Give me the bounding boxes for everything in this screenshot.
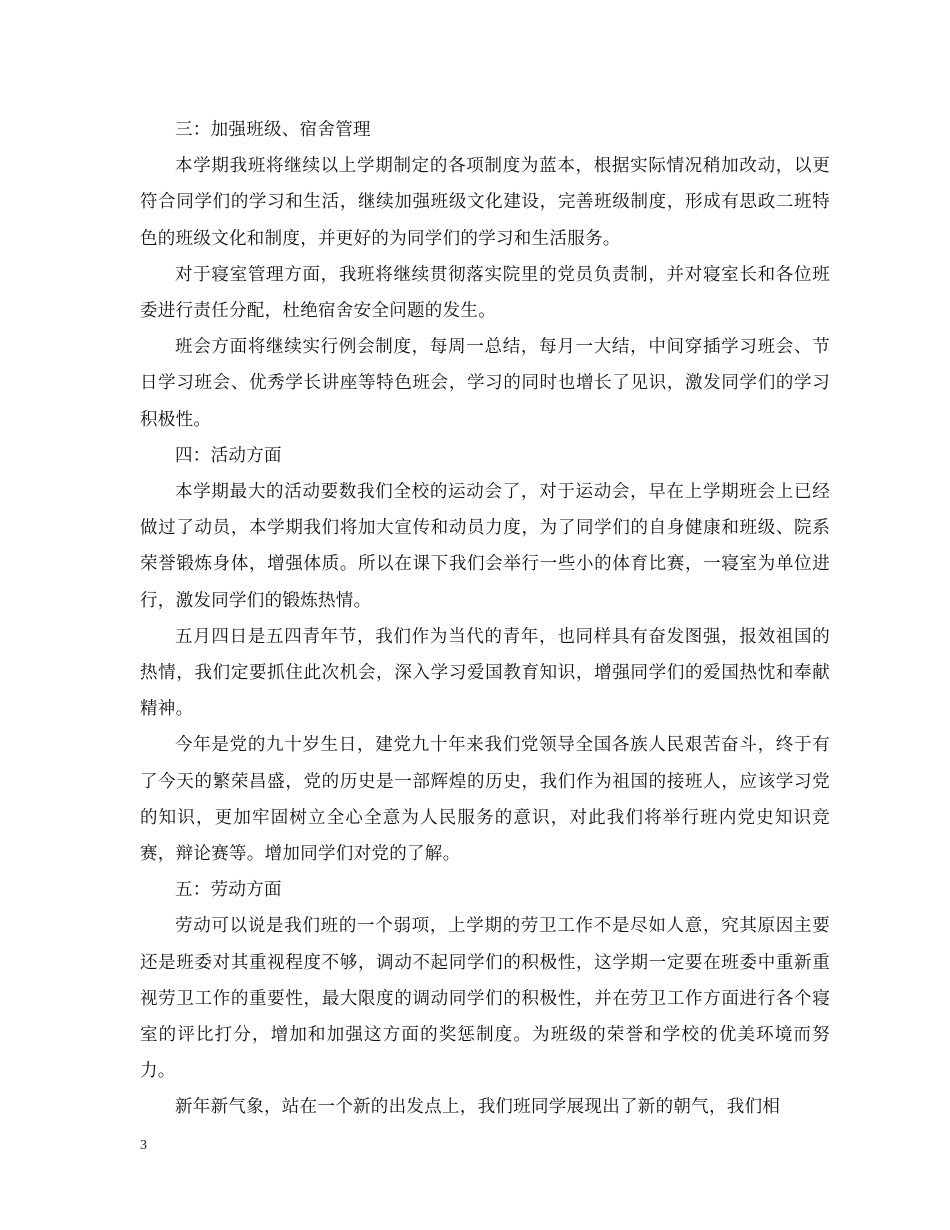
section-heading-activities: 四：活动方面	[175, 445, 282, 466]
paragraph-sports-meet: 本学期最大的活动要数我们全校的运动会了，对于运动会，早在上学期班会上已经做过了动员，本学期我们将加大宣传和动员力度，为了同学们的自身健康和班级、院系荣誉锻炼身体，增强体质。所以在课下我们会举行一些小的体育比赛，一寝室为单位进行，激发同学们的锻炼热情。	[140, 482, 830, 611]
paragraph-youth-day: 五月四日是五四青年节，我们作为当代的青年，也同样具有奋发图强，报效祖国的热情，我们定要抓住此次机会，深入学习爱国教育知识，增强同学们的爱国热忱和奉献精神。	[140, 626, 830, 720]
page-number: 3	[140, 1138, 147, 1153]
paragraph-party-anniversary: 今年是党的九十岁生日，建党九十年来我们党领导全国各族人民艰苦奋斗，终于有了今天的繁荣昌盛，党的历史是一部辉煌的历史，我们作为祖国的接班人，应该学习党的知识，更加牢固树立全心全意为人民服务的意识，对此我们将举行班内党史知识竞赛，辩论赛等。增加同学们对党的了解。	[140, 735, 830, 865]
paragraph-dorm-management: 对于寝室管理方面，我班将继续贯彻落实院里的党员负责制，并对寝室长和各位班委进行责任分配，杜绝宿舍安全问题的发生。	[140, 264, 830, 322]
document-body	[140, 112, 830, 1126]
paragraph-labor-work: 劳动可以说是我们班的一个弱项，上学期的劳卫工作不是尽如人意，究其原因主要还是班委对其重视程度不够，调动不起同学们的积极性，这学期一定要在班委中重新重视劳卫工作的重要性，最大限度的调动同学们的积极性，并在劳卫工作方面进行各个寝室的评比打分，增加和加强这方面的奖惩制度。为班级的荣誉和学校的优美环境而努力。	[140, 916, 830, 1082]
section-heading-labor: 五：劳动方面	[175, 880, 282, 901]
paragraph-class-meetings: 班会方面将继续实行例会制度，每周一总结，每月一大结，中间穿插学习班会、节日学习班会、优秀学长讲座等特色班会，学习的同时也增长了见识，激发同学们的学习积极性。	[140, 337, 830, 430]
section-heading-class-dorm-management: 三：加强班级、宿舍管理	[175, 120, 371, 140]
paragraph-new-year: 新年新气象，站在一个新的出发点上，我们班同学展现出了新的朝气，我们相	[175, 1097, 781, 1118]
paragraph-class-rules: 本学期我班将继续以上学期制定的各项制度为蓝本，根据实际情况稍加改动，以更符合同学们的学习和生活，继续加强班级文化建设，完善班级制度，形成有思政二班特色的班级文化和制度，并更好的为同学们的学习和生活服务。	[140, 156, 830, 249]
